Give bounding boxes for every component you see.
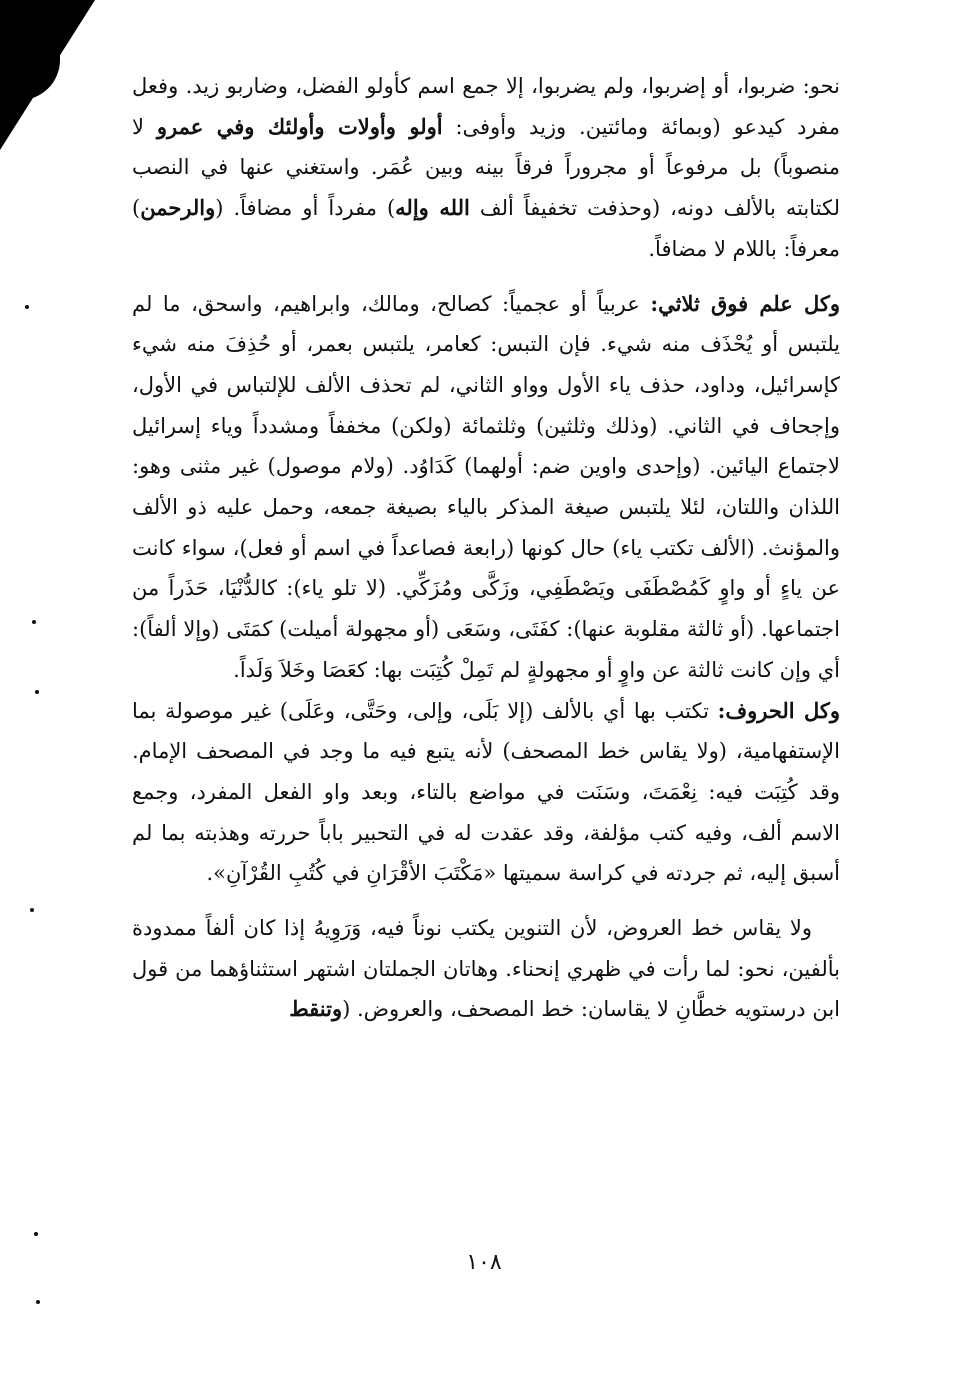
text-run: نحو: ضربوا، أو إضربوا، ولم يضربوا، إلا جمع اسم كأولو الفضل، وضاربو زيد. وفعل مفرد كيدعو (وبمائة ومائتين. وزيد وأوفى: <box>132 74 840 139</box>
page-number: ١٠٨ <box>466 1250 502 1275</box>
text-run: تكتب بها أي بالألف (إلا بَلَى، وإلى، وحَتَّى، وعَلَى) غير موصولة بما الإستفهامية، (ولا يقاس خط المصحف) لأنه يتبع فيه ما وجد في المصحف الإمام. وقد كُتِبَت فيه: نِعْمَتَ، وسَنَت في مواضع بالتاء، وبعد واو الفعل المفرد، وجمع الاسم ألف، وفيه كتب مؤلفة، وقد عقدت له في التحبير باباً حررته وهذبته بما لم أسبق إليه، ثم جردته في كراسة سميتها «مَكْتَبَ الأقْرَانِ في كُتُبِ القُرْآنِ». <box>132 698 840 886</box>
book-page-body <box>132 66 840 1030</box>
paragraph-2 <box>132 284 840 691</box>
bold-term: والرحمن <box>140 195 216 221</box>
bold-term: وكل علم فوق ثلاثي: <box>650 290 840 316</box>
paragraph-1 <box>132 66 840 270</box>
scan-speck <box>34 1232 38 1236</box>
text-run: عربياً أو عجمياً: كصالح، ومالك، وابراهيم، واسحق، ما لم يلتبس أو يُحْذَف منه شيء. فإن التبس: كعامر، يلتبس بعمر، أو حُذِفَ منه شيء كإسرائيل، وداود، حذف ياء الأول وواو الثاني، لم تحذف الألف للإلتباس في الأول، وإجحاف في الثاني. (وذلك وثلثين) وثلثمائة (ولكن) مخففاً ومشدداً وياء إسرائيل لاجتماع اليائين. (وإحدى واوين ضم: أولهما) كَدَاوُد. (ولام موصول) غير مثنى وهو: اللذان واللتان، لئلا يلتبس صيغة المذكر بالياء بصيغة جمعه، وحمل عليه ذو الألف والمؤنث. (الألف تكتب ياء) حال كونها (رابعة فصاعداً في اسم أو فعل)، سواء كانت عن ياءٍ أو واوٍ كَمُصْطَفَى ويَصْطَفِي، وزَكَّى ومُزَكِّي. (لا تلو ياء): كالدُّنْيَا، حَذَراً من اجتماعها. (أو ثالثة مقلوبة عنها): كفَتَى، وسَعَى (أو مجهولة أميلت) كمَتَى (وإلا ألفاً): أي وإن كانت ثالثة عن واوٍ أو مجهولةٍ لم تَمِلْ كُتِبَت بها: كعَصَا وخَلاَ وَلَداً. <box>132 291 840 682</box>
paragraph-3 <box>132 691 840 895</box>
paragraph-4 <box>132 908 840 1030</box>
text-run: ) معرفاً: باللام لا مضافاً. <box>132 196 840 261</box>
text-run: لا منصوباً) بل مرفوعاً أو مجروراً فرقاً بينه وبين عُمَر. واستغني عنها في النصب لكتابته بالألف دونه، (وحذفت تخفيفاً ألف <box>132 114 840 221</box>
text-run: ولا يقاس خط العروض، لأن التنوين يكتب نوناً فيه، وَرَوِيهُ إذا كان ألفاً ممدودة بألفين، نحو: لما رأت في ظهري إنحناء. وهاتان الجملتان اشتهر استثناؤهما من قول ابن درستويه خطَّانِ لا يقاسان: خط المصحف، والعروض. ( <box>132 916 840 1022</box>
scan-corner-mark <box>0 0 60 100</box>
bold-term: وتنقط <box>289 996 343 1022</box>
scan-speck <box>35 690 39 694</box>
bold-term: الله وإله <box>395 195 470 221</box>
text-run: ) مفرداً أو مضافاً. ( <box>215 196 396 221</box>
bold-term: أولو وأولات وأولئك وفي عمرو <box>156 113 443 139</box>
scan-speck <box>25 305 29 309</box>
scan-speck <box>36 1300 40 1304</box>
scan-speck <box>30 908 34 912</box>
bold-term: وكل الحروف: <box>717 697 840 723</box>
scan-speck <box>32 620 36 624</box>
